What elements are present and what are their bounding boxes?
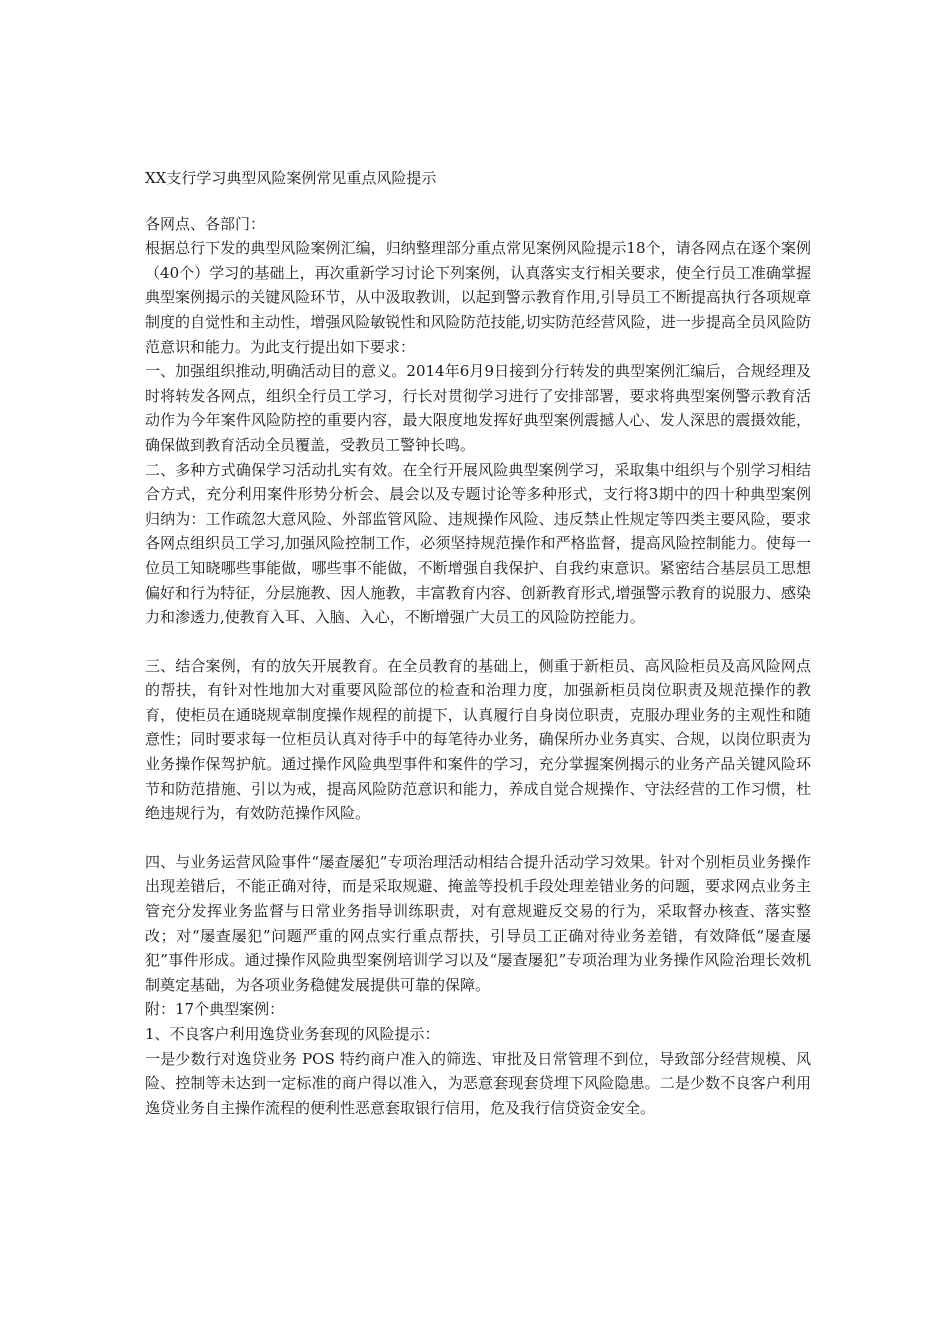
case-1-body: 一是少数行对逸贷业务 POS 特约商户准入的筛选、审批及日常管理不到位，导致部分经营规模、风险、控制等未达到一定标准的商户得以准入，为恶意套现套贷埋下风险隐患。二是少数不良客户利用逸贷业务自主操作流程的便利性恶意套取银行信用，危及我行信贷资金安全。 [145,1049,811,1117]
salutation: 各网点、各部门： [145,214,266,233]
paragraph-gap [145,826,811,850]
requirement-4: 四、与业务运营风险事件“屡查屡犯”专项治理活动相结合提升活动学习效果。针对个别柜员业务操作出现差错后，不能正确对待，而是采取规避、掩盖等投机手段处理差错业务的问题，要求网点业务主管充分发挥业务监督与日常业务指导训练职责，对有意规避反交易的行为，采取督办核查、落实整改；对“屡查屡犯”问题严重的网点实行重点帮扶，引导员工正确对待业务差错，有效降低“屡查屡犯”事件形成。通过操作风险典型案例培训学习以及“屡查屡犯”专项治理为业务操作风险治理长效机制奠定基础，为各项业务稳健发展提供可靠的保障。 [145,852,811,994]
case-1-title: 1、不良客户利用逸贷业务套现的风险提示： [145,1025,440,1043]
requirement-2: 二、多种方式确保学习活动扎实有效。在全行开展风险典型案例学习，采取集中组织与个别学习相结合方式，充分利用案件形势分析会、晨会以及专题讨论等多种形式，支行将3期中的四十种典型案例归纳为：工作疏忽大意风险、外部监管风险、违规操作风险、违反禁止性规定等四类主要风险，要求各网点组织员工学习,加强风险控制工作，必须坚持规范操作和严格监督，提高风险控制能力。使每一位员工知晓哪些事能做，哪些事不能做，不断增强自我保护、自我约束意识。紧密结合基层员工思想偏好和行为特征，分层施教、因人施教，丰富教育内容、创新教育形式,增强警示教育的说服力、感染力和渗透力,使教育入耳、入脑、入心，不断增强广大员工的风险防控能力。 [145,460,811,627]
appendix-heading: 附：17个典型案例： [145,1000,285,1019]
document-title: XX支行学习典型风险案例常见重点风险提示 [145,169,437,187]
requirement-3: 三、结合案例，有的放矢开展教育。在全员教育的基础上，侧重于新柜员、高风险柜员及高风险网点的帮扶，有针对性地加大对重要风险部位的检查和治理力度，加强新柜员岗位职责及规范操作的教育，使柜员在通晓规章制度操作规程的前提下，认真履行自身岗位职责，克服办理业务的主观性和随意性；同时要求每一位柜员认真对待手中的每笔待办业务，确保所办业务真实、合规，以岗位职责为业务操作保驾护航。通过操作风险典型事件和案件的学习，充分掌握案例揭示的业务产品关键风险环节和防范措施、引以为戒，提高风险防范意识和能力，养成自觉合规操作、守法经营的工作习惯，杜绝违规行为，有效防范操作风险。 [145,656,811,823]
intro-paragraph: 根据总行下发的典型风险案例汇编，归纳整理部分重点常见案例风险提示18个，请各网点在逐个案例（40个）学习的基础上，再次重新学习讨论下列案例，认真落实支行相关要求，使全行员工准确掌握典型案例揭示的关键风险环节，从中汲取教训，以起到警示教育作用,引导员工不断提高执行各项规章制度的自觉性和主动性，增强风险敏锐性和风险防范技能,切实防范经营风险，进一步提高全员风险防范意识和能力。为此支行提出如下要求： [145,239,811,356]
document-page [145,166,811,1120]
requirement-1: 一、加强组织推动,明确活动目的意义。2014年6月9日接到分行转发的典型案例汇编后，合规经理及时将转发各网点，组织全行员工学习，行长对贯彻学习进行了安排部署，要求将典型案例警示教育活动作为今年案件风险防控的重要内容，最大限度地发挥好典型案例震撼人心、发人深思的震摄效能，确保做到教育活动全员覆盖，受教员工警钟长鸣。 [145,362,811,454]
paragraph-gap [145,630,811,654]
